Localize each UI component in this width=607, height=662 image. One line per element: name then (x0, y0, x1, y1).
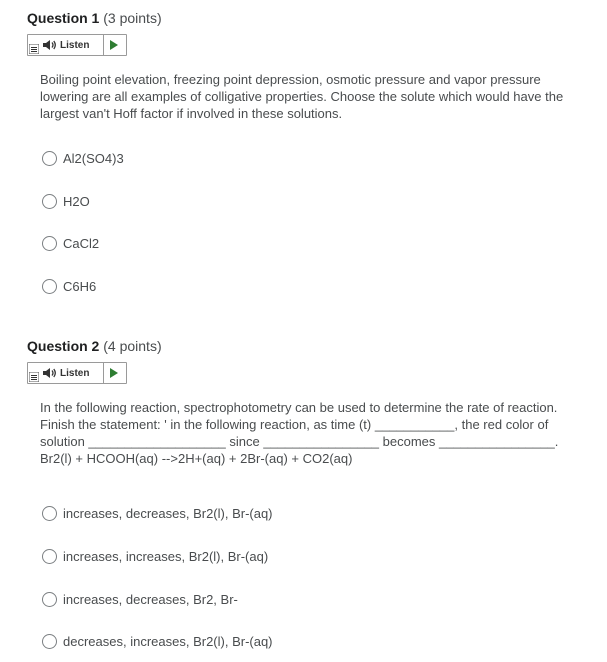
radio-button[interactable] (42, 279, 57, 294)
option-label[interactable]: CaCl2 (63, 235, 100, 251)
answer-option[interactable] (42, 276, 96, 296)
listen-divider (103, 363, 104, 383)
radio-button[interactable] (42, 506, 57, 521)
radio-button[interactable] (42, 592, 57, 607)
question-prompt (40, 399, 588, 467)
listen-label-group[interactable] (43, 35, 89, 55)
question-heading (27, 338, 162, 354)
question-heading (27, 10, 162, 26)
option-label[interactable]: decreases, increases, Br2(l), Br-(aq) (63, 633, 273, 649)
listen-button[interactable] (27, 34, 127, 56)
listen-divider (103, 35, 104, 55)
play-icon[interactable] (110, 40, 118, 50)
question-title: Question 1 (27, 10, 100, 26)
listen-label: Listen (60, 367, 90, 379)
speaker-icon (43, 39, 57, 51)
question-title: Question 2 (27, 338, 100, 354)
option-label[interactable]: C6H6 (63, 278, 97, 294)
option-label[interactable]: increases, decreases, Br2, Br- (63, 591, 238, 607)
option-label[interactable]: Al2(SO4)3 (63, 150, 124, 166)
answer-option[interactable] (42, 148, 124, 168)
listen-label-group[interactable] (43, 363, 89, 383)
menu-icon[interactable] (29, 372, 39, 382)
answer-option[interactable] (42, 589, 238, 609)
listen-button[interactable] (27, 362, 127, 384)
prompt-text: In the following reaction, spectrophotometry can be used to determine the rate of reaction. Finish the statement: ' in the following reaction, as time (t) ___________, the red color of solution ___________________ since ________________ becomes ________________. (40, 400, 559, 449)
reaction-equation: Br2(l) + HCOOH(aq) -->2H+(aq) + 2Br-(aq) + CO2(aq) (40, 451, 353, 466)
prompt-text: Boiling point elevation, freezing point depression, osmotic pressure and vapor pressure lowering are all examples of colligative properties. Choose the solute which would have the largest van't Hoff factor if involved in these solutions. (40, 72, 564, 121)
speaker-icon (43, 367, 57, 379)
answer-option[interactable] (42, 233, 99, 253)
menu-icon[interactable] (29, 44, 39, 54)
option-label[interactable]: increases, decreases, Br2(l), Br-(aq) (63, 505, 273, 521)
radio-button[interactable] (42, 549, 57, 564)
radio-button[interactable] (42, 634, 57, 649)
answer-option[interactable] (42, 546, 268, 566)
radio-button[interactable] (42, 151, 57, 166)
answer-option[interactable] (42, 503, 273, 523)
option-label[interactable]: increases, increases, Br2(l), Br-(aq) (63, 548, 269, 564)
answer-option[interactable] (42, 191, 90, 211)
question-prompt (40, 71, 588, 122)
option-label[interactable]: H2O (63, 193, 90, 209)
answer-option[interactable] (42, 631, 273, 651)
radio-button[interactable] (42, 194, 57, 209)
question-points: (4 points) (103, 338, 162, 354)
play-icon[interactable] (110, 368, 118, 378)
question-points: (3 points) (103, 10, 162, 26)
listen-label: Listen (60, 39, 90, 51)
radio-button[interactable] (42, 236, 57, 251)
